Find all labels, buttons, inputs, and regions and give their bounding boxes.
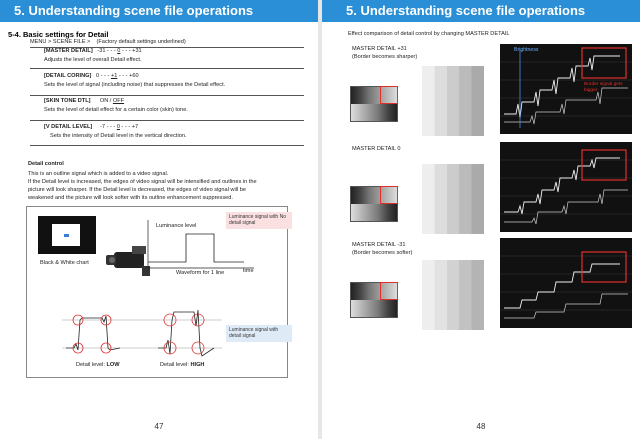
setting-desc: Adjusts the level of overall Detail effect. bbox=[44, 57, 142, 63]
edge-label: Border signal gets bigger bbox=[584, 82, 623, 94]
callout-with-detail: Luminance signal with detail signal bbox=[226, 325, 292, 342]
detail-control-line: picture will look sharper. If the Detail level is decreased, the edges of video signal will be bbox=[28, 187, 246, 193]
page-47 bbox=[0, 0, 318, 439]
waveform-trace bbox=[500, 142, 632, 232]
comparison-panel-zero bbox=[332, 142, 632, 236]
page-number: 48 bbox=[476, 422, 486, 431]
detail-level-waveforms bbox=[62, 300, 222, 362]
detail-level-high: Detail level: HIGH bbox=[160, 362, 205, 368]
zoom-box bbox=[380, 86, 398, 104]
callout-no-detail: Luminance signal with No detail signal bbox=[226, 212, 292, 229]
panel-label: MASTER DETAIL 0 bbox=[352, 146, 401, 152]
divider bbox=[30, 145, 304, 146]
setting-desc: Sets the level of detail effect for a certain color (skin) tone. bbox=[44, 107, 188, 113]
setting-skin-tone-dtl: [SKIN TONE DTL] ON / OFF bbox=[44, 98, 125, 104]
comparison-panel-minus31 bbox=[332, 238, 632, 332]
page-48 bbox=[322, 0, 640, 439]
page-banner: 5. Understanding scene file operations bbox=[0, 0, 318, 22]
page-banner: 5. Understanding scene file operations bbox=[322, 0, 640, 22]
chart-caption: Black & White chart bbox=[40, 260, 89, 266]
waveform-monitor bbox=[500, 238, 632, 328]
setting-detail-coring: [DETAIL CORING] 0 - - - +1 - - - +60 bbox=[44, 73, 139, 79]
panel-sub: (Border becomes sharper) bbox=[352, 54, 418, 60]
detail-control-line: weakened and the picture will look softer with its outline enhancement suppressed. bbox=[28, 195, 233, 201]
waveform-monitor bbox=[500, 44, 632, 134]
waveform-trace bbox=[500, 238, 632, 328]
waveform-monitor bbox=[500, 142, 632, 232]
waveform-caption: Waveform for 1 line bbox=[176, 270, 225, 276]
axis-time-label: time bbox=[243, 268, 254, 274]
detail-level-low: Detail level: LOW bbox=[76, 362, 120, 368]
divider bbox=[30, 68, 304, 69]
section-title: 5-4. Basic settings for Detail bbox=[8, 30, 109, 39]
setting-desc: Sets the intensity of Detail level in the vertical direction. bbox=[50, 133, 187, 139]
zoomed-chart bbox=[422, 260, 484, 330]
menu-path: MENU > SCENE FILE > (Factory default settings underlined) bbox=[30, 39, 186, 45]
axis-luminance-label: Luminance level bbox=[156, 223, 197, 229]
intro-text: Effect comparison of detail control by changing MASTER DETAIL bbox=[348, 31, 510, 37]
detail-control-line: If the Detail level is increased, the edges of video signal will be intensified and outlines in the bbox=[28, 179, 257, 185]
setting-desc: Sets the level of signal (including noise) that suppresses the Detail effect. bbox=[44, 82, 226, 88]
zoom-box bbox=[380, 186, 398, 204]
setting-master-detail: [MASTER DETAIL] -31 - - - 0 - - - +31 bbox=[44, 48, 142, 54]
zoom-box bbox=[380, 282, 398, 300]
divider bbox=[30, 120, 304, 121]
panel-sub: (Border becomes softer) bbox=[352, 250, 413, 256]
zoomed-chart bbox=[422, 164, 484, 234]
panel-label: MASTER DETAIL -31 bbox=[352, 242, 406, 248]
bw-chart bbox=[38, 216, 96, 254]
panel-label: MASTER DETAIL +31 bbox=[352, 46, 407, 52]
detail-control-line: This is an outline signal which is added to a video signal. bbox=[28, 171, 169, 177]
brightness-label: Brightness bbox=[514, 47, 539, 53]
divider bbox=[30, 95, 304, 96]
detail-control-title: Detail control bbox=[28, 161, 64, 167]
zoomed-chart bbox=[422, 66, 484, 136]
comparison-panel-plus31 bbox=[332, 44, 632, 138]
page-number: 47 bbox=[154, 422, 164, 431]
setting-v-detail-level: [V DETAIL LEVEL] -7 - - - 0 - - - +7 bbox=[44, 124, 139, 130]
